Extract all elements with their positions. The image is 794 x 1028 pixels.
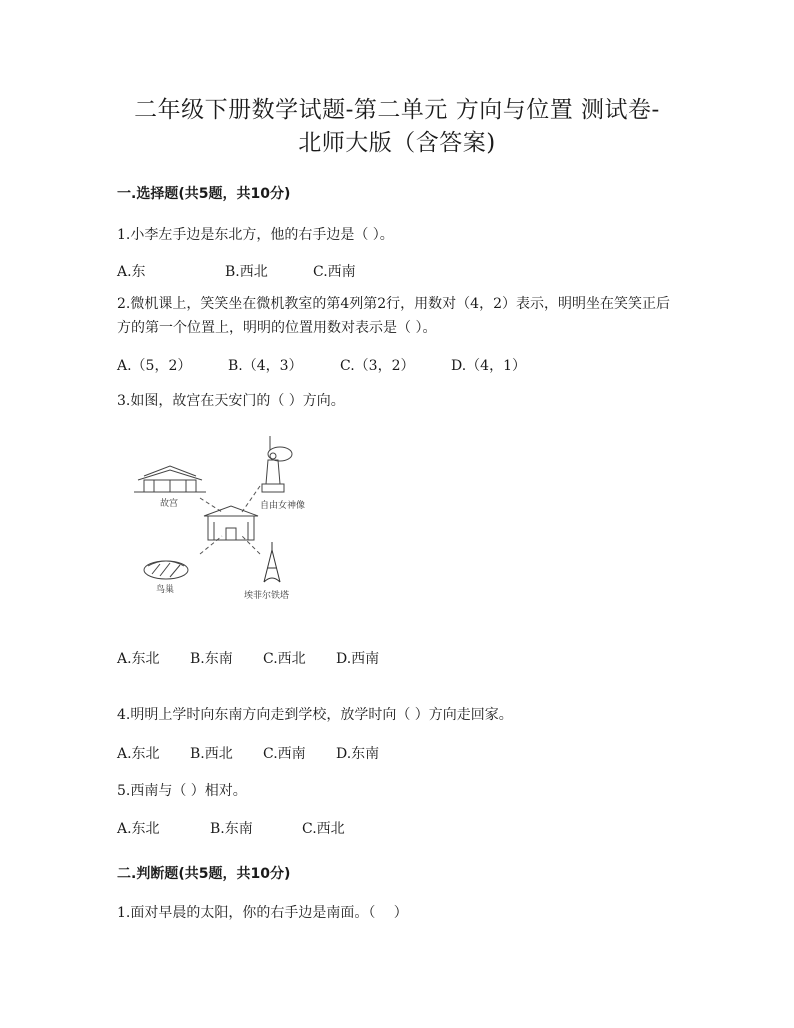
question-2: 2.微机课上，笑笑坐在微机教室的第4列第2行，用数对（4，2）表示，明明坐在笑笑正后方的第一个位置上，明明的位置用数对表示是（ ）。 xyxy=(117,296,670,336)
question-1: 1.小李左手边是东北方，他的右手边是（ ）。 xyxy=(117,227,394,243)
direction-figure xyxy=(130,426,330,606)
option-c: C.西北 xyxy=(263,651,306,667)
option-b: B.东南 xyxy=(190,651,233,667)
option-c: C.（3，2） xyxy=(340,358,415,374)
label-statue-of-liberty: 自由女神像 xyxy=(260,501,306,511)
label-birds-nest: 鸟巢 xyxy=(156,585,175,595)
question-4: 4.明明上学时向东南方向走到学校，放学时向（ ）方向走回家。 xyxy=(117,707,513,723)
statue-of-liberty-icon xyxy=(262,436,292,492)
option-c: C.西北 xyxy=(302,821,345,837)
page-title-line-2: 北师大版（含答案) xyxy=(298,130,496,156)
option-b: B.西北 xyxy=(190,746,233,762)
tiananmen-icon xyxy=(204,506,258,540)
question-5: 5.西南与（ ）相对。 xyxy=(117,783,247,799)
birds-nest-icon xyxy=(144,561,188,579)
option-a: A.东 xyxy=(117,264,146,280)
connector-lines xyxy=(200,486,260,554)
judgement-question-1: 1.面对早晨的太阳，你的右手边是南面。（ ） xyxy=(117,905,408,921)
option-a: A.东北 xyxy=(117,746,160,762)
page-title-line-1: 二年级下册数学试题-第二单元 方向与位置 测试卷- xyxy=(134,97,660,123)
option-b: B.东南 xyxy=(210,821,253,837)
option-d: D.东南 xyxy=(336,746,380,762)
forbidden-city-icon xyxy=(134,466,206,492)
option-c: C.西南 xyxy=(263,746,306,762)
question-3: 3.如图，故宫在天安门的（ ）方向。 xyxy=(117,393,345,409)
direction-diagram xyxy=(130,426,330,606)
label-eiffel-tower: 埃菲尔铁塔 xyxy=(244,591,290,601)
option-a: A.东北 xyxy=(117,651,160,667)
label-forbidden-city: 故宫 xyxy=(160,499,179,509)
option-b: B.西北 xyxy=(225,264,268,280)
option-b: B.（4，3） xyxy=(228,358,303,374)
option-d: D.西南 xyxy=(336,651,380,667)
option-c: C.西南 xyxy=(313,264,356,280)
eiffel-tower-icon xyxy=(264,542,280,582)
option-d: D.（4，1） xyxy=(451,358,526,374)
option-a: A.东北 xyxy=(117,821,160,837)
option-a: A.（5，2） xyxy=(117,358,192,374)
section-heading-choice: 一.选择题(共5题，共10分) xyxy=(117,186,291,202)
section-heading-judgement: 二.判断题(共5题，共10分) xyxy=(117,866,291,882)
